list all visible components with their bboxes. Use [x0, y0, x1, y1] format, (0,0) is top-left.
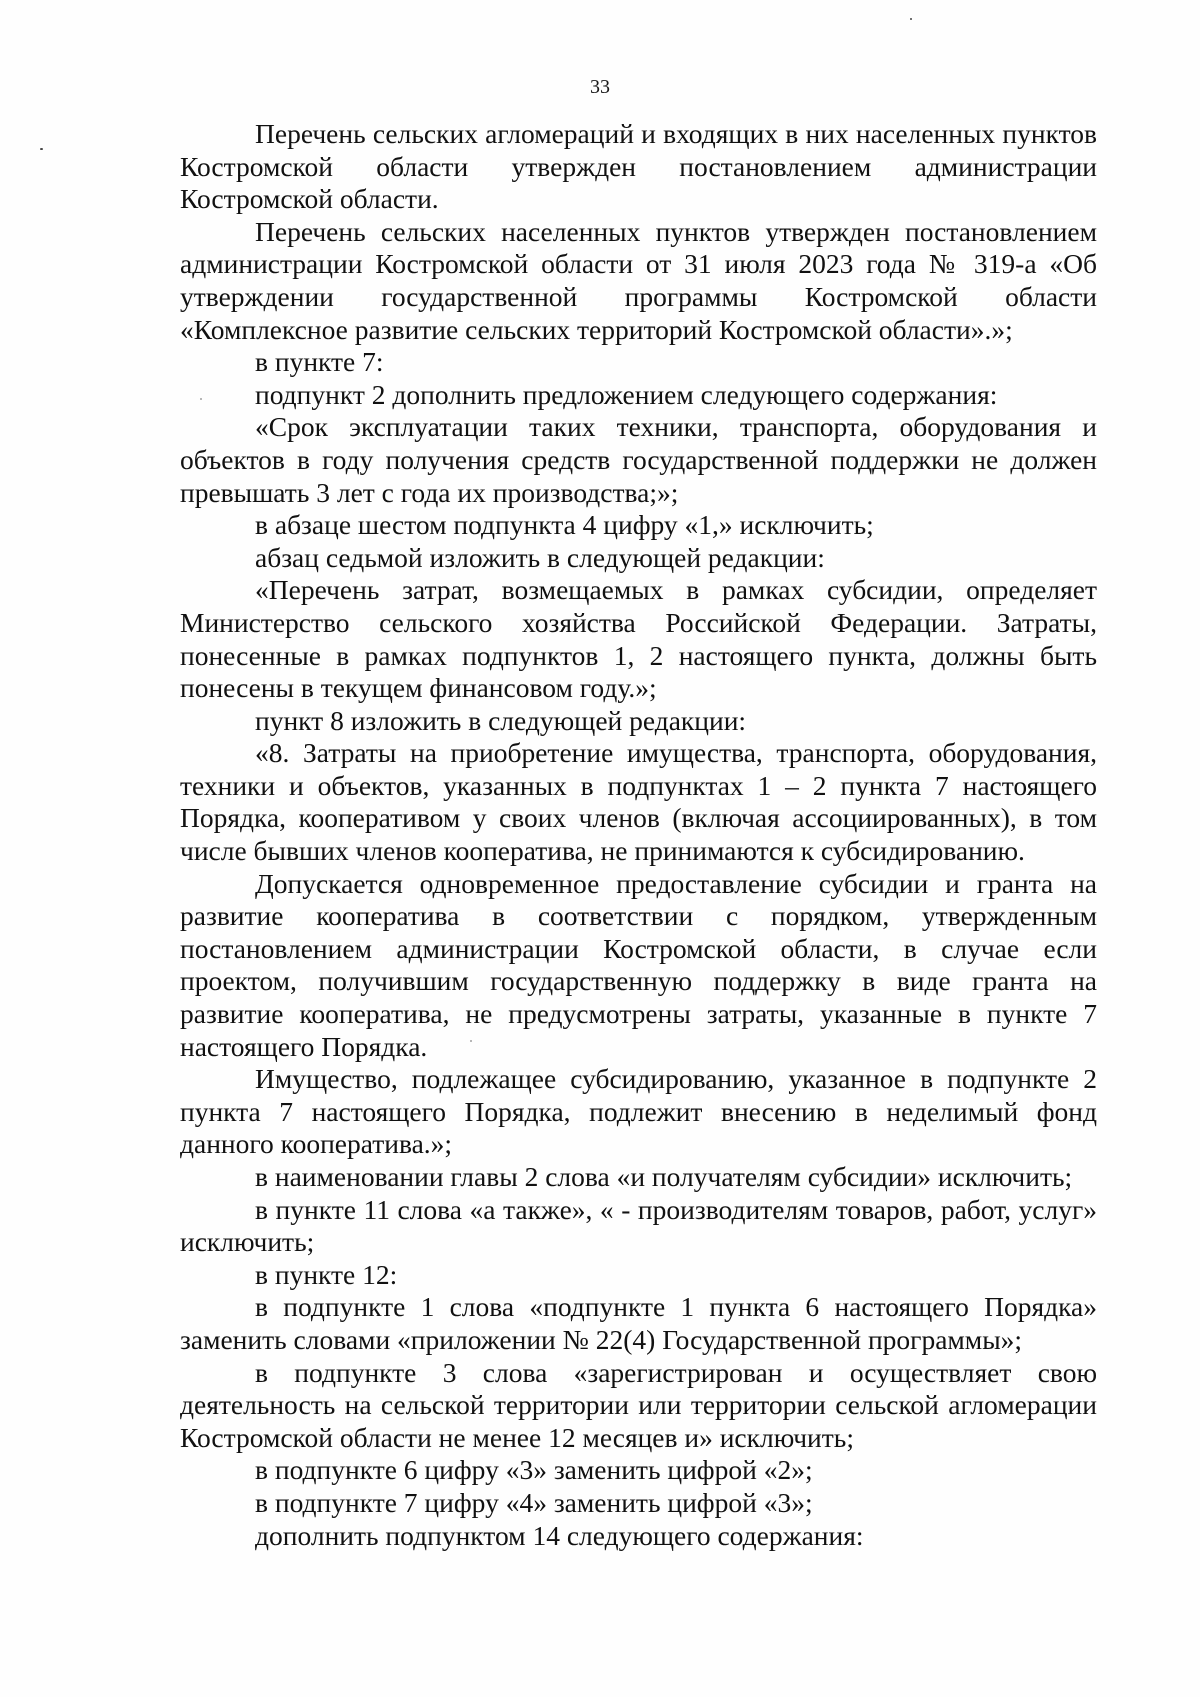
paragraph: в пункте 12: [255, 1258, 398, 1290]
paragraph: Допускается одновременное предоставление субсидии и гранта на развитие кооператива в соответствии с порядком, утвержденным постановлением администрации Костромской области, в случае если проектом, получившим государственную поддержку в виде гранта на развитие кооператива, не предусмотрены затраты, указанные в пункте 7 настоящего Порядка. [180, 867, 1097, 1062]
document-body [180, 118, 1097, 1552]
paragraph: Имущество, подлежащее субсидированию, указанное в подпункте 2 пункта 7 настоящего Порядка, подлежит внесению в неделимый фонд данного кооператива.»; [180, 1063, 1097, 1160]
page-number: 33 [590, 76, 610, 98]
paragraph: «Перечень затрат, возмещаемых в рамках субсидии, определяет Министерство сельского хозяйства Российской Федерации. Затраты, понесенные в рамках подпунктов 1, 2 настоящего пункта, должны быть понесены в текущем финансовом году.»; [180, 574, 1097, 704]
scan-speck [40, 148, 43, 150]
paragraph: в наименовании главы 2 слова «и получателям субсидии» исключить; [255, 1161, 1073, 1192]
scan-speck [200, 398, 202, 400]
paragraph: в пункте 11 слова «а также», « - производителям товаров, работ, услуг» исключить; [180, 1193, 1097, 1258]
paragraph: дополнить подпунктом 14 следующего содержания: [255, 1519, 864, 1551]
paragraph: в пункте 7: [255, 346, 384, 378]
paragraph: пункт 8 изложить в следующей редакции: [255, 704, 747, 736]
paragraph: в абзаце шестом подпункта 4 цифру «1,» исключить; [255, 509, 874, 541]
scan-speck [910, 18, 912, 20]
paragraph: «Срок эксплуатации таких техники, транспорта, оборудования и объектов в году получения средств государственной поддержки не должен превышать 3 лет с года их производства;»; [180, 411, 1097, 508]
paragraph: «8. Затраты на приобретение имущества, транспорта, оборудования, техники и объектов, указанных в подпунктах 1 – 2 пункта 7 настоящего Порядка, кооперативом у своих членов (включая ассоциированных), в том числе бывших членов кооператива, не принимаются к субсидированию. [180, 737, 1097, 867]
scan-speck [470, 1040, 472, 1042]
paragraph: в подпункте 3 слова «зарегистрирован и осуществляет свою деятельность на сельской территории или территории сельской агломерации Костромской области не менее 12 месяцев и» исключить; [180, 1356, 1097, 1453]
paragraph: в подпункте 7 цифру «4» заменить цифрой «3»; [255, 1486, 813, 1518]
paragraph: Перечень сельских агломераций и входящих в них населенных пунктов Костромской области утвержден постановлением администрации Костромской области. [180, 118, 1097, 215]
paragraph: подпункт 2 дополнить предложением следующего содержания: [255, 378, 998, 410]
paragraph: в подпункте 1 слова «подпункте 1 пункта 6 настоящего Порядка» заменить словами «приложении № 22(4) Государственной программы»; [180, 1291, 1097, 1355]
paragraph: Перечень сельских населенных пунктов утвержден постановлением администрации Костромской области от 31 июля 2023 года № 319-а «Об утверждении государственной программы Костромской области «Комплексное развитие сельских территорий Костромской области».»; [180, 215, 1097, 345]
paragraph: в подпункте 6 цифру «3» заменить цифрой «2»; [255, 1454, 813, 1486]
paragraph: абзац седьмой изложить в следующей редакции: [255, 541, 825, 573]
